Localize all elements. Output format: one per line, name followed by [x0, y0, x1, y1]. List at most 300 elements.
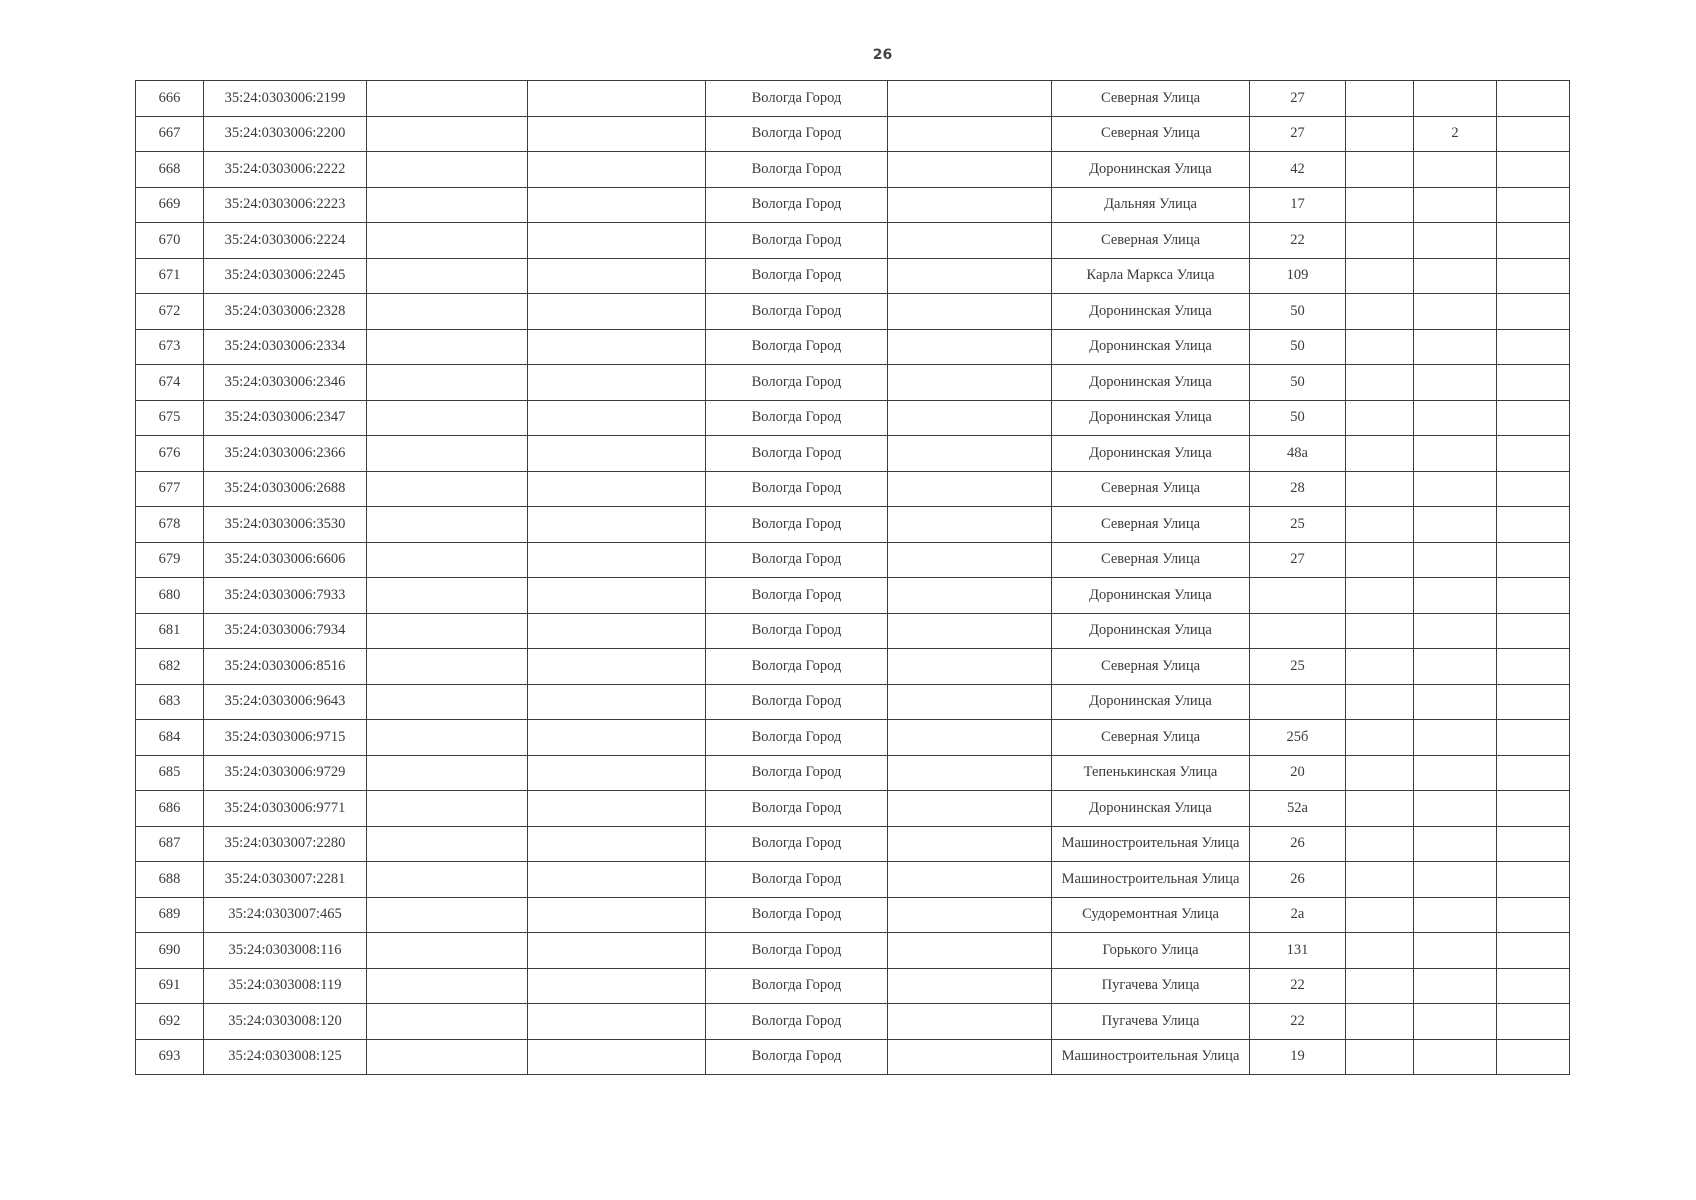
- street: Судоремонтная Улица: [1052, 897, 1250, 933]
- empty-cell: [1497, 578, 1570, 614]
- empty-cell: [1497, 720, 1570, 756]
- city: Вологда Город: [706, 897, 888, 933]
- empty-cell: [528, 507, 706, 543]
- house-number: 22: [1250, 1004, 1346, 1040]
- house-number: 22: [1250, 223, 1346, 259]
- empty-cell: [528, 826, 706, 862]
- empty-cell: [367, 897, 528, 933]
- empty-cell: [1497, 507, 1570, 543]
- row-number: 688: [136, 862, 204, 898]
- cadastral-number: 35:24:0303006:2688: [204, 471, 367, 507]
- extra-value: [1414, 365, 1497, 401]
- empty-cell: [1497, 542, 1570, 578]
- city: Вологда Город: [706, 187, 888, 223]
- row-number: 668: [136, 152, 204, 188]
- empty-cell: [1346, 684, 1414, 720]
- city: Вологда Город: [706, 400, 888, 436]
- table-row: [136, 294, 1570, 330]
- street: Дальняя Улица: [1052, 187, 1250, 223]
- empty-cell: [367, 862, 528, 898]
- street: Доронинская Улица: [1052, 684, 1250, 720]
- house-number: 50: [1250, 400, 1346, 436]
- house-number: 26: [1250, 826, 1346, 862]
- empty-cell: [528, 968, 706, 1004]
- empty-cell: [1346, 897, 1414, 933]
- row-number: 686: [136, 791, 204, 827]
- empty-cell: [888, 116, 1052, 152]
- empty-cell: [1346, 400, 1414, 436]
- street: Доронинская Улица: [1052, 400, 1250, 436]
- extra-value: [1414, 649, 1497, 685]
- table-row: [136, 862, 1570, 898]
- city: Вологда Город: [706, 968, 888, 1004]
- empty-cell: [1497, 436, 1570, 472]
- empty-cell: [528, 862, 706, 898]
- street: Тепенькинская Улица: [1052, 755, 1250, 791]
- street: Доронинская Улица: [1052, 365, 1250, 401]
- empty-cell: [1497, 826, 1570, 862]
- empty-cell: [1346, 258, 1414, 294]
- empty-cell: [367, 400, 528, 436]
- empty-cell: [528, 258, 706, 294]
- empty-cell: [367, 116, 528, 152]
- house-number: 48а: [1250, 436, 1346, 472]
- empty-cell: [1497, 400, 1570, 436]
- empty-cell: [1497, 187, 1570, 223]
- street: Северная Улица: [1052, 542, 1250, 578]
- extra-value: [1414, 258, 1497, 294]
- row-number: 679: [136, 542, 204, 578]
- city: Вологда Город: [706, 152, 888, 188]
- city: Вологда Город: [706, 720, 888, 756]
- empty-cell: [367, 187, 528, 223]
- register-body: [136, 81, 1570, 1075]
- table-row: [136, 471, 1570, 507]
- row-number: 684: [136, 720, 204, 756]
- row-number: 667: [136, 116, 204, 152]
- empty-cell: [1497, 81, 1570, 117]
- row-number: 672: [136, 294, 204, 330]
- cadastral-number: 35:24:0303006:8516: [204, 649, 367, 685]
- empty-cell: [367, 755, 528, 791]
- empty-cell: [888, 542, 1052, 578]
- empty-cell: [367, 436, 528, 472]
- empty-cell: [367, 1004, 528, 1040]
- empty-cell: [528, 294, 706, 330]
- row-number: 673: [136, 329, 204, 365]
- empty-cell: [888, 365, 1052, 401]
- empty-cell: [888, 826, 1052, 862]
- empty-cell: [367, 968, 528, 1004]
- empty-cell: [528, 436, 706, 472]
- empty-cell: [1346, 755, 1414, 791]
- cadastral-number: 35:24:0303006:2223: [204, 187, 367, 223]
- row-number: 683: [136, 684, 204, 720]
- empty-cell: [888, 436, 1052, 472]
- city: Вологда Город: [706, 933, 888, 969]
- empty-cell: [1346, 116, 1414, 152]
- cadastral-number: 35:24:0303006:2222: [204, 152, 367, 188]
- empty-cell: [528, 116, 706, 152]
- extra-value: [1414, 1004, 1497, 1040]
- empty-cell: [528, 1004, 706, 1040]
- empty-cell: [1346, 542, 1414, 578]
- extra-value: [1414, 578, 1497, 614]
- empty-cell: [888, 613, 1052, 649]
- empty-cell: [888, 81, 1052, 117]
- house-number: 50: [1250, 329, 1346, 365]
- street: Доронинская Улица: [1052, 613, 1250, 649]
- empty-cell: [367, 1039, 528, 1075]
- empty-cell: [1497, 223, 1570, 259]
- street: Северная Улица: [1052, 116, 1250, 152]
- extra-value: [1414, 223, 1497, 259]
- extra-value: [1414, 613, 1497, 649]
- city: Вологда Город: [706, 116, 888, 152]
- empty-cell: [888, 791, 1052, 827]
- extra-value: [1414, 720, 1497, 756]
- cadastral-number: 35:24:0303006:9771: [204, 791, 367, 827]
- extra-value: [1414, 791, 1497, 827]
- empty-cell: [888, 1004, 1052, 1040]
- house-number: 25б: [1250, 720, 1346, 756]
- empty-cell: [1346, 223, 1414, 259]
- street: Доронинская Улица: [1052, 152, 1250, 188]
- house-number: 50: [1250, 365, 1346, 401]
- empty-cell: [888, 507, 1052, 543]
- empty-cell: [528, 400, 706, 436]
- empty-cell: [367, 329, 528, 365]
- house-number: 20: [1250, 755, 1346, 791]
- empty-cell: [1346, 720, 1414, 756]
- street: Карла Маркса Улица: [1052, 258, 1250, 294]
- extra-value: [1414, 507, 1497, 543]
- city: Вологда Город: [706, 436, 888, 472]
- extra-value: [1414, 471, 1497, 507]
- street: Пугачева Улица: [1052, 968, 1250, 1004]
- empty-cell: [888, 294, 1052, 330]
- empty-cell: [888, 329, 1052, 365]
- house-number: [1250, 684, 1346, 720]
- cadastral-number: 35:24:0303006:9715: [204, 720, 367, 756]
- street: Северная Улица: [1052, 507, 1250, 543]
- row-number: 680: [136, 578, 204, 614]
- house-number: 2а: [1250, 897, 1346, 933]
- extra-value: [1414, 968, 1497, 1004]
- street: Северная Улица: [1052, 649, 1250, 685]
- row-number: 691: [136, 968, 204, 1004]
- extra-value: [1414, 400, 1497, 436]
- city: Вологда Город: [706, 507, 888, 543]
- empty-cell: [1346, 507, 1414, 543]
- empty-cell: [888, 187, 1052, 223]
- table-row: [136, 613, 1570, 649]
- empty-cell: [1497, 862, 1570, 898]
- cadastral-number: 35:24:0303006:2347: [204, 400, 367, 436]
- cadastral-number: 35:24:0303006:6606: [204, 542, 367, 578]
- row-number: 666: [136, 81, 204, 117]
- row-number: 669: [136, 187, 204, 223]
- house-number: [1250, 578, 1346, 614]
- empty-cell: [1497, 365, 1570, 401]
- empty-cell: [528, 81, 706, 117]
- cadastral-number: 35:24:0303008:120: [204, 1004, 367, 1040]
- empty-cell: [367, 649, 528, 685]
- empty-cell: [1346, 294, 1414, 330]
- cadastral-number: 35:24:0303006:2366: [204, 436, 367, 472]
- empty-cell: [888, 471, 1052, 507]
- city: Вологда Город: [706, 329, 888, 365]
- cadastral-number: 35:24:0303006:7933: [204, 578, 367, 614]
- city: Вологда Город: [706, 1004, 888, 1040]
- house-number: 42: [1250, 152, 1346, 188]
- empty-cell: [1346, 826, 1414, 862]
- empty-cell: [1346, 933, 1414, 969]
- empty-cell: [888, 258, 1052, 294]
- street: Доронинская Улица: [1052, 436, 1250, 472]
- table-row: [136, 684, 1570, 720]
- empty-cell: [367, 542, 528, 578]
- house-number: 27: [1250, 81, 1346, 117]
- row-number: 670: [136, 223, 204, 259]
- city: Вологда Город: [706, 862, 888, 898]
- cadastral-number: 35:24:0303006:9729: [204, 755, 367, 791]
- empty-cell: [528, 755, 706, 791]
- empty-cell: [1346, 81, 1414, 117]
- table-row: [136, 968, 1570, 1004]
- empty-cell: [528, 684, 706, 720]
- empty-cell: [1497, 968, 1570, 1004]
- cadastral-number: 35:24:0303006:3530: [204, 507, 367, 543]
- cadastral-number: 35:24:0303006:2346: [204, 365, 367, 401]
- empty-cell: [528, 471, 706, 507]
- empty-cell: [1497, 684, 1570, 720]
- row-number: 693: [136, 1039, 204, 1075]
- extra-value: [1414, 329, 1497, 365]
- street: Доронинская Улица: [1052, 791, 1250, 827]
- empty-cell: [1346, 1004, 1414, 1040]
- table-row: [136, 755, 1570, 791]
- table-row: [136, 1004, 1570, 1040]
- cadastral-number: 35:24:0303007:2281: [204, 862, 367, 898]
- empty-cell: [367, 578, 528, 614]
- house-number: 131: [1250, 933, 1346, 969]
- street: Доронинская Улица: [1052, 294, 1250, 330]
- table-row: [136, 720, 1570, 756]
- table-row: [136, 187, 1570, 223]
- city: Вологда Город: [706, 649, 888, 685]
- empty-cell: [1346, 187, 1414, 223]
- street: Северная Улица: [1052, 223, 1250, 259]
- cadastral-number: 35:24:0303007:465: [204, 897, 367, 933]
- house-number: 26: [1250, 862, 1346, 898]
- empty-cell: [1346, 436, 1414, 472]
- empty-cell: [888, 897, 1052, 933]
- empty-cell: [1346, 968, 1414, 1004]
- empty-cell: [888, 862, 1052, 898]
- cadastral-number: 35:24:0303006:2328: [204, 294, 367, 330]
- house-number: 28: [1250, 471, 1346, 507]
- empty-cell: [1497, 1004, 1570, 1040]
- empty-cell: [1497, 116, 1570, 152]
- empty-cell: [528, 152, 706, 188]
- extra-value: [1414, 152, 1497, 188]
- empty-cell: [1497, 613, 1570, 649]
- city: Вологда Город: [706, 223, 888, 259]
- empty-cell: [1346, 1039, 1414, 1075]
- register-table: [135, 80, 1570, 1075]
- empty-cell: [528, 613, 706, 649]
- page-number: 26: [872, 47, 893, 63]
- empty-cell: [528, 578, 706, 614]
- city: Вологда Город: [706, 791, 888, 827]
- empty-cell: [367, 294, 528, 330]
- house-number: 19: [1250, 1039, 1346, 1075]
- empty-cell: [367, 507, 528, 543]
- empty-cell: [367, 791, 528, 827]
- empty-cell: [528, 649, 706, 685]
- empty-cell: [367, 365, 528, 401]
- cadastral-number: 35:24:0303008:116: [204, 933, 367, 969]
- empty-cell: [1497, 152, 1570, 188]
- city: Вологда Город: [706, 613, 888, 649]
- empty-cell: [528, 791, 706, 827]
- extra-value: [1414, 862, 1497, 898]
- empty-cell: [1497, 258, 1570, 294]
- empty-cell: [1497, 897, 1570, 933]
- extra-value: [1414, 897, 1497, 933]
- city: Вологда Город: [706, 365, 888, 401]
- row-number: 681: [136, 613, 204, 649]
- row-number: 687: [136, 826, 204, 862]
- house-number: 50: [1250, 294, 1346, 330]
- city: Вологда Город: [706, 578, 888, 614]
- cadastral-number: 35:24:0303006:2224: [204, 223, 367, 259]
- city: Вологда Город: [706, 755, 888, 791]
- table-row: [136, 258, 1570, 294]
- empty-cell: [1497, 1039, 1570, 1075]
- street: Машиностроительная Улица: [1052, 1039, 1250, 1075]
- city: Вологда Город: [706, 826, 888, 862]
- row-number: 677: [136, 471, 204, 507]
- extra-value: [1414, 294, 1497, 330]
- street: Доронинская Улица: [1052, 578, 1250, 614]
- table-row: [136, 933, 1570, 969]
- table-row: [136, 897, 1570, 933]
- empty-cell: [528, 720, 706, 756]
- empty-cell: [367, 720, 528, 756]
- row-number: 674: [136, 365, 204, 401]
- table-row: [136, 1039, 1570, 1075]
- empty-cell: [1497, 329, 1570, 365]
- table-row: [136, 81, 1570, 117]
- table-row: [136, 400, 1570, 436]
- empty-cell: [888, 400, 1052, 436]
- table-row: [136, 826, 1570, 862]
- house-number: 25: [1250, 507, 1346, 543]
- empty-cell: [888, 152, 1052, 188]
- extra-value: [1414, 684, 1497, 720]
- table-row: [136, 649, 1570, 685]
- house-number: 52а: [1250, 791, 1346, 827]
- table-row: [136, 152, 1570, 188]
- empty-cell: [1346, 365, 1414, 401]
- empty-cell: [1346, 578, 1414, 614]
- extra-value: [1414, 755, 1497, 791]
- extra-value: [1414, 826, 1497, 862]
- empty-cell: [528, 897, 706, 933]
- city: Вологда Город: [706, 294, 888, 330]
- empty-cell: [1346, 649, 1414, 685]
- extra-value: [1414, 1039, 1497, 1075]
- house-number: 27: [1250, 116, 1346, 152]
- empty-cell: [1346, 862, 1414, 898]
- city: Вологда Город: [706, 1039, 888, 1075]
- row-number: 689: [136, 897, 204, 933]
- street: Машиностроительная Улица: [1052, 826, 1250, 862]
- empty-cell: [367, 933, 528, 969]
- empty-cell: [888, 933, 1052, 969]
- empty-cell: [1497, 791, 1570, 827]
- empty-cell: [1497, 649, 1570, 685]
- empty-cell: [1346, 613, 1414, 649]
- empty-cell: [367, 223, 528, 259]
- city: Вологда Город: [706, 684, 888, 720]
- table-row: [136, 365, 1570, 401]
- table-row: [136, 116, 1570, 152]
- cadastral-number: 35:24:0303007:2280: [204, 826, 367, 862]
- row-number: 690: [136, 933, 204, 969]
- empty-cell: [888, 649, 1052, 685]
- street: Северная Улица: [1052, 720, 1250, 756]
- empty-cell: [888, 968, 1052, 1004]
- empty-cell: [888, 1039, 1052, 1075]
- empty-cell: [1346, 791, 1414, 827]
- cadastral-number: 35:24:0303008:125: [204, 1039, 367, 1075]
- street: Пугачева Улица: [1052, 1004, 1250, 1040]
- city: Вологда Город: [706, 471, 888, 507]
- cadastral-number: 35:24:0303008:119: [204, 968, 367, 1004]
- row-number: 685: [136, 755, 204, 791]
- extra-value: [1414, 81, 1497, 117]
- empty-cell: [367, 152, 528, 188]
- empty-cell: [367, 471, 528, 507]
- street: Доронинская Улица: [1052, 329, 1250, 365]
- city: Вологда Город: [706, 258, 888, 294]
- house-number: 27: [1250, 542, 1346, 578]
- table-row: [136, 578, 1570, 614]
- cadastral-number: 35:24:0303006:9643: [204, 684, 367, 720]
- empty-cell: [367, 684, 528, 720]
- house-number: [1250, 613, 1346, 649]
- empty-cell: [528, 542, 706, 578]
- table-row: [136, 436, 1570, 472]
- empty-cell: [1346, 152, 1414, 188]
- empty-cell: [528, 933, 706, 969]
- extra-value: [1414, 933, 1497, 969]
- cadastral-number: 35:24:0303006:2334: [204, 329, 367, 365]
- empty-cell: [888, 578, 1052, 614]
- house-number: 17: [1250, 187, 1346, 223]
- empty-cell: [367, 826, 528, 862]
- empty-cell: [528, 329, 706, 365]
- empty-cell: [528, 223, 706, 259]
- cadastral-number: 35:24:0303006:7934: [204, 613, 367, 649]
- street: Горького Улица: [1052, 933, 1250, 969]
- street: Машиностроительная Улица: [1052, 862, 1250, 898]
- extra-value: [1414, 187, 1497, 223]
- house-number: 22: [1250, 968, 1346, 1004]
